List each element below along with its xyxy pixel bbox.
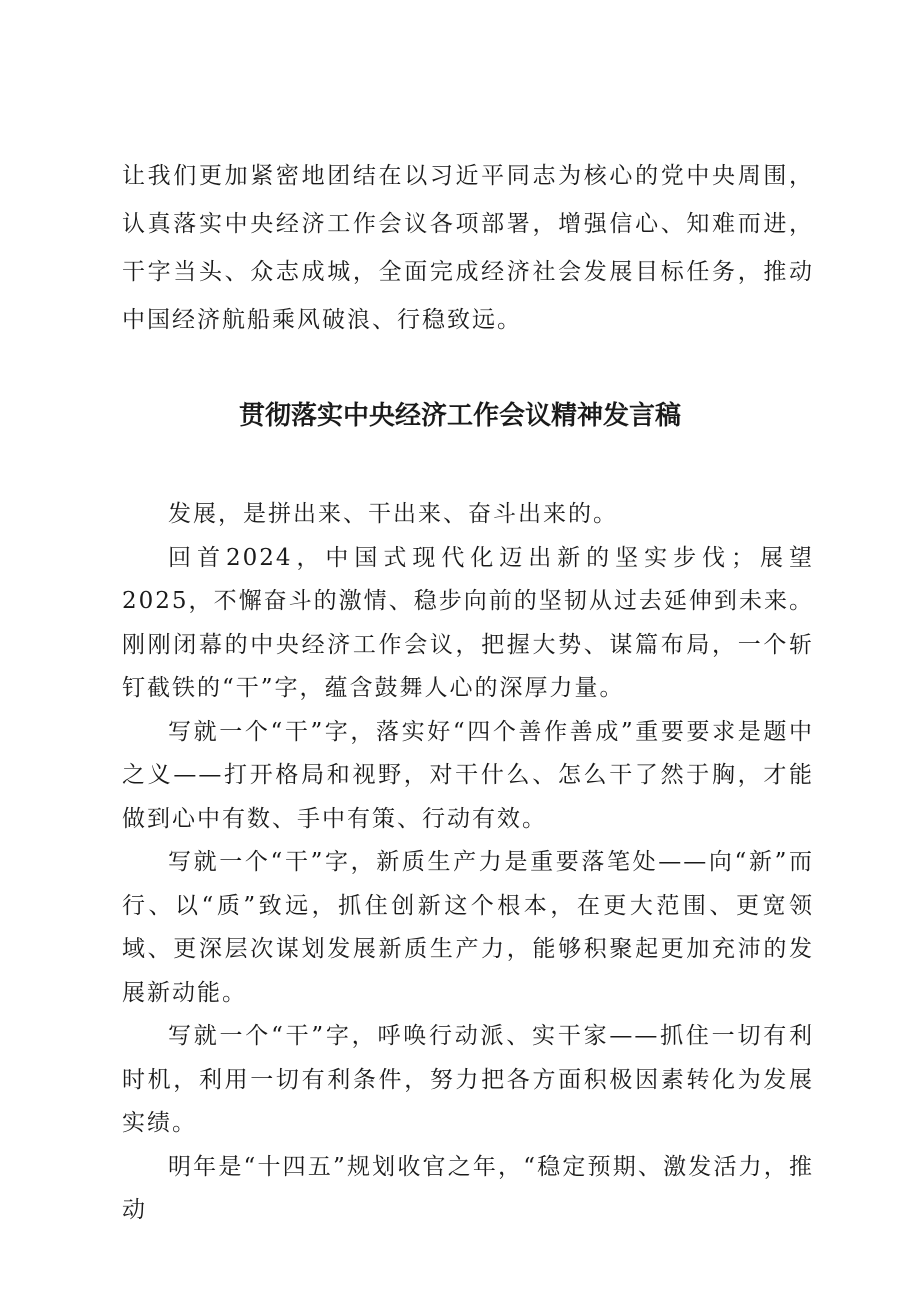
body-paragraph: 写就一个“干”字，新质生产力是重要落笔处——向“新”而行、以“质”致远，抓住创新这个根本，在更大范围、更宽领域、更深层次谋划发展新质生产力，能够积聚起更加充沛的发展新动能。 (122, 849, 814, 1006)
body-paragraph: 写就一个“干”字，落实好“四个善作善成”重要要求是题中之义——打开格局和视野，对干什么、怎么干了然于胸，才能做到心中有数、手中有策、行动有效。 (122, 718, 814, 832)
body-paragraph: 发展，是拼出来、干出来、奋斗出来的。 (168, 501, 618, 527)
document-title: 贯彻落实中央经济工作会议精神发言稿 (238, 401, 681, 431)
document-body (122, 493, 814, 1233)
body-paragraph: 回首2024，中国式现代化迈出新的坚实步伐；展望2025，不懈奋斗的激情、稳步向前的坚韧从过去延伸到未来。刚刚闭幕的中央经济工作会议，把握大势、谋篇布局，一个斩钉截铁的“干”字，蕴含鼓舞人心的深厚力量。 (122, 544, 814, 701)
body-paragraph: 明年是“十四五”规划收官之年，“稳定预期、激发活力，推动 (122, 1153, 814, 1223)
lead-paragraph: 让我们更加紧密地团结在以习近平同志为核心的党中央周围，认真落实中央经济工作会议各项部署，增强信心、知难而进，干字当头、众志成城，全面完成经济社会发展目标任务，推动中国经济航船乘风破浪、行稳致远。 (122, 163, 814, 333)
body-paragraph: 写就一个“干”字，呼唤行动派、实干家——抓住一切有利时机，利用一切有利条件，努力把各方面积极因素转化为发展实绩。 (122, 1023, 814, 1136)
